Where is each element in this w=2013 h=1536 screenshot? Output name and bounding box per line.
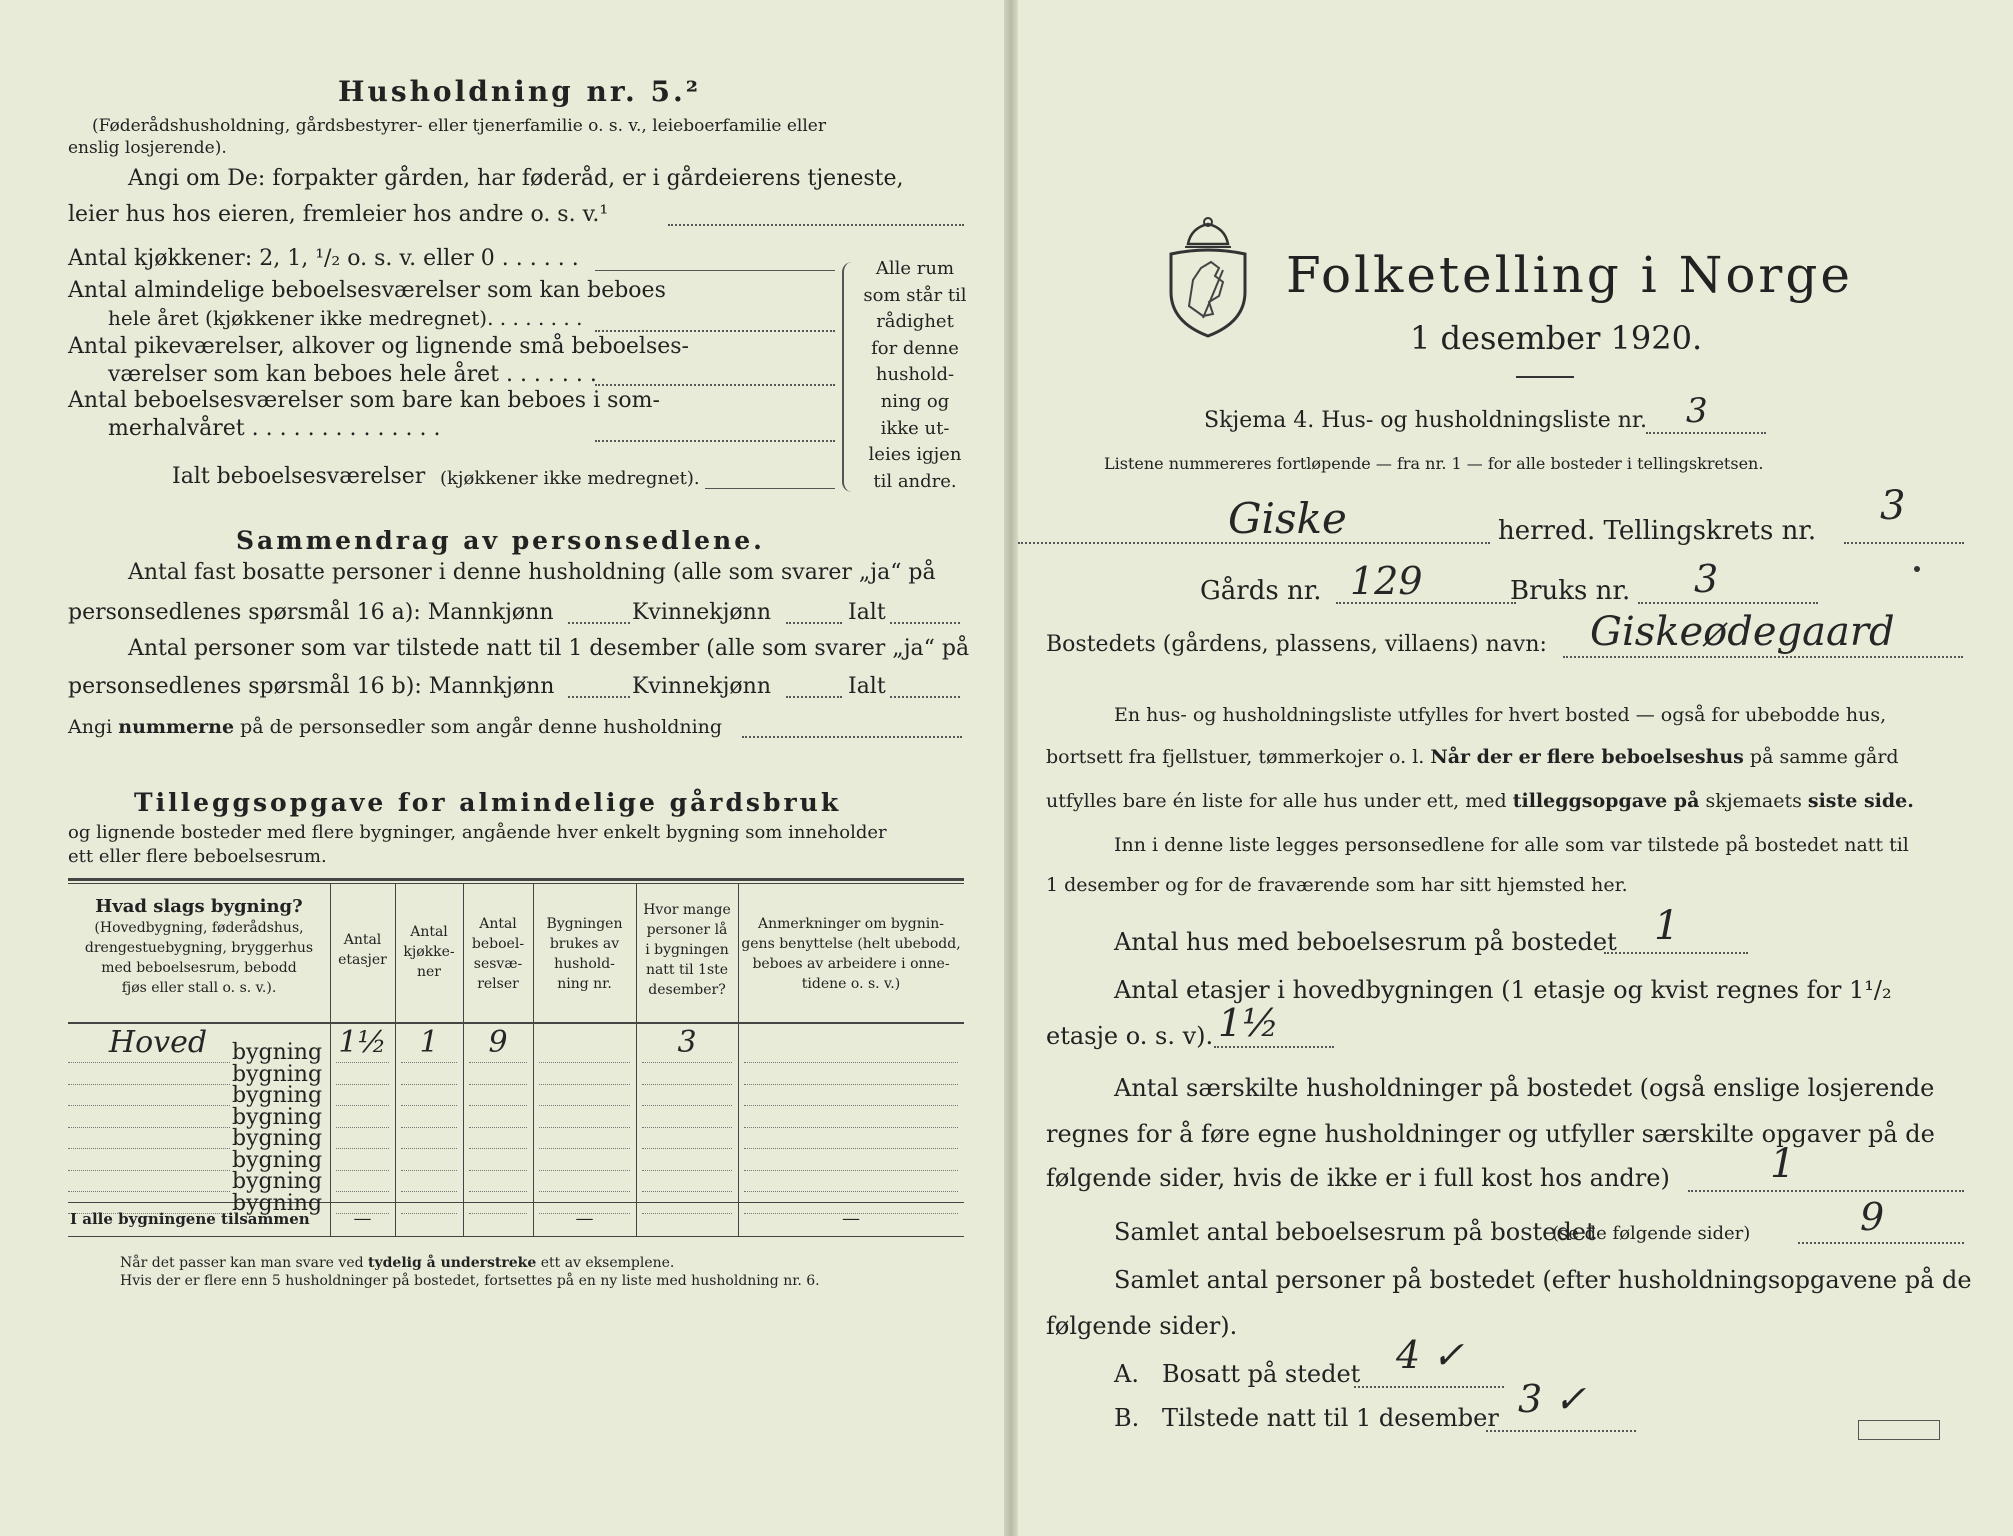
kjokkener-label: Antal kjøkkener: 2, 1, ¹/₂ o. s. v. eller 0 . . . . . . [68,246,579,271]
tilstede-kvinne-line [786,696,842,698]
header-building-type-line: fjøs eller stall o. s. v.). [121,980,277,996]
header-kjokkener-line: kjøkke- [403,944,455,960]
fast-ialt-label: Ialt [848,600,886,625]
side-note-line: ikke ut- [880,417,950,439]
row-kjokkener-value: 1 [419,1025,439,1060]
header-personer-line: desember? [648,982,726,998]
sommer-line-2: merhalvåret . . . . . . . . . . . . . . [108,416,441,441]
husholdning-note-1: (Føderådshusholdning, gårdsbestyrer- eller tjenerfamilie o. s. v., leieboerfamilie eller [92,116,826,136]
header-brukes-av-line: ning nr. [557,976,612,992]
tilstede-ialt-label: Ialt [848,674,886,699]
husholdning-note-2: enslig losjerende). [68,138,227,158]
header-personer [636,900,738,1000]
header-vaerelser-line: Antal [479,916,517,932]
hus-value: 1 [1654,903,1680,949]
header-vaerelser-line: relser [477,976,519,992]
side-note-line: ning og [880,390,950,412]
ialt-note: (kjøkkener ikke medregnet). [440,468,700,489]
page-gutter [1004,0,1018,1536]
para-1g: tilleggsopgave på [1512,790,1700,812]
table-top-rule-2 [68,883,964,884]
side-note [856,256,974,495]
pike-answer-line [595,384,835,386]
header-kjokkener-line: Antal [410,924,448,940]
samlet-pers-line-1: Samlet antal personer på bostedet (efter husholdningsopgavene på de [1114,1266,1972,1294]
husholdning-title: Husholdning nr. 5.² [338,75,702,108]
etasjer-value: 1½ [1218,1001,1280,1045]
angi-line-1: Angi om De: forpakter gården, har føderåd, er i gårdeierens tjeneste, [128,166,904,191]
tilstede-ialt-line [890,696,960,698]
total-etasjer: — [353,1208,372,1229]
herred-label: herred. Tellingskrets nr. [1498,516,1817,546]
bygning-label: bygning [232,1147,323,1173]
bygning-label: bygning [232,1126,323,1151]
header-personer-line: natt til 1ste [645,962,729,978]
saer-answer-line [1688,1190,1964,1192]
header-anmerkninger-line: Anmerkninger om bygnin- [758,916,944,932]
footnote-2: Hvis der er flere enn 5 husholdninger på bostedet, fortsettes på en ny liste med husholdning nr. 6. [120,1273,820,1289]
header-building-type-lines [68,918,330,998]
fast-kvinne-label: Kvinnekjønn [632,600,771,625]
sommer-answer-line [595,440,835,442]
para-1-line-1: En hus- og husholdningsliste utfylles for hvert bosted — også for ubebodde hus, [1114,704,1887,726]
pike-line-1: Antal pikeværelser, alkover og lignende små beboelses- [68,334,689,359]
table-row [68,1050,964,1087]
table-total-rule [68,1202,964,1203]
bosatt-letter: A. [1114,1360,1139,1388]
fast-line-1: Antal fast bosatte personer i denne husholdning (alle som svarer „ja“ på [128,560,936,585]
table-row [68,1179,964,1216]
table-row [68,1157,964,1194]
header-etasjer [330,930,395,970]
hus-label: Antal hus med beboelsesrum på bostedet [1114,928,1617,956]
bosatt-line [1354,1386,1504,1388]
building-table [68,878,964,1238]
fast-mann-line [568,622,630,624]
header-building-type-title: Hvad slags bygning? [95,896,303,917]
header-anmerkninger-line: beboes av arbeidere i onne- [752,956,950,972]
header-brukes-av-line: Bygningen [546,916,623,932]
angi-answer-line [668,224,964,226]
header-kjokkener-line: ner [417,964,441,980]
saer-line-1: Antal særskilte husholdninger på bostedet (også enslige losjerende [1114,1074,1935,1102]
tillegg-title: Tilleggsopgave for almindelige gårdsbruk [134,788,842,817]
ialt-label: Ialt beboelsesværelser [172,464,426,489]
para-1h: skjemaets [1705,790,1802,812]
gards-label: Gårds nr. [1200,576,1322,606]
table-row [68,1136,964,1173]
bygning-label: bygning [232,1104,323,1130]
tilstede-letter: B. [1114,1404,1140,1432]
header-building-type-line: med beboelsesrum, bebodd [101,960,297,976]
form-title: Folketelling i Norge [1286,246,1853,304]
para-1b: bortsett fra fjellstuer, tømmerkojer o. l. [1046,746,1425,768]
fast-kvinne-line [786,622,842,624]
total-bygning: — [575,1208,594,1229]
header-vaerelser-line: sesvæ- [473,956,523,972]
sommer-line-1: Antal beboelsesværelser som bare kan beboes i som- [68,388,660,413]
tilstede-line-2: personsedlenes spørsmål 16 b): Mannkjønn [68,674,555,699]
samlet-pers-line-2: følgende sider). [1046,1312,1238,1340]
ialt-answer-line [705,488,835,489]
total-label: I alle bygningene tilsammen [70,1210,310,1228]
listene-note: Listene nummereres fortløpende — fra nr. 1 — for alle bosteder i tellingskretsen. [1104,454,1764,473]
side-note-line: til andre. [873,470,957,492]
bruks-label: Bruks nr. [1510,576,1631,606]
table-row [68,1093,964,1130]
fast-ialt-line [890,622,960,624]
footnote-1 [120,1256,674,1270]
table-cell-line [401,1213,457,1214]
saer-value: 1 [1770,1141,1796,1187]
tillegg-line-2: ett eller flere beboelsesrum. [68,846,327,867]
bygning-label: bygning [232,1040,323,1065]
table-cell-line [642,1213,732,1214]
tilstede-kvinne-label: Kvinnekjønn [632,674,771,699]
bosted-value: Giskeødegaard [1590,609,1895,655]
para-1e: på samme gård [1749,746,1899,768]
nummerne-line [68,718,722,737]
krets-value: 3 [1880,483,1906,529]
header-kjokkener [395,922,463,982]
saer-line-2: regnes for å føre egne husholdninger og utfyller særskilte opgaver på de [1046,1120,1935,1148]
side-note-line: hushold- [875,364,955,386]
footnote-1b: tydelig å understreke [368,1255,537,1271]
bruks-line [1638,602,1818,604]
nummerne-c: på de personsedler som angår denne husholdning [240,716,723,738]
para-1-line-3 [1046,792,1914,811]
form-date: 1 desember 1920. [1410,319,1703,357]
bygning-label: bygning [232,1061,323,1087]
printer-stamp [1858,1420,1940,1440]
side-note-line: for denne [871,337,959,359]
bosatt-value: 4 ✓ [1396,1333,1465,1377]
tillegg-line-1: og lignende bosteder med flere bygninger, angående hver enkelt bygning som inneholder [68,822,887,843]
header-brukes-av-line: brukes av [549,936,620,952]
header-brukes-av [533,914,636,994]
table-header-rule [68,1022,964,1024]
hus-line [1604,952,1748,954]
table-row [68,1071,964,1108]
header-vaerelser-line: beboel- [471,936,525,952]
bosted-label: Bostedets (gårdens, plassens, villaens) navn: [1046,632,1547,657]
right-page [1018,0,2013,1536]
bygning-label: bygning [232,1190,323,1216]
coat-of-arms-icon [1163,210,1253,340]
header-personer-line: i bygningen [645,942,729,958]
nummerne-answer-line [742,736,962,738]
para-1i: siste side. [1807,790,1914,812]
nummerne-b: nummerne [118,716,235,738]
header-brukes-av-line: hushold- [554,956,615,972]
para-1f: utfylles bare én liste for alle hus under ett, med [1046,790,1507,812]
etasjer-line-2: etasje o. s. v). [1046,1022,1214,1050]
samlet-rum-note: (se de følgende sider) [1552,1223,1751,1244]
footnote-1c: ett av eksemplene. [540,1255,675,1271]
header-vaerelser [463,914,533,994]
header-building-type-line: (Hovedbygning, føderådshus, [94,920,304,936]
tilstede-mann-line [568,696,630,698]
samlet-rum-line [1798,1242,1964,1244]
header-anmerkninger-line: tidene o. s. v.) [801,976,901,992]
total-anmerkninger: — [842,1208,860,1229]
para-2-line-1: Inn i denne liste legges personsedlene for alle som var tilstede på bostedet natt til [1114,834,1909,856]
nummerne-a: Angi [68,716,113,738]
header-etasjer-line: etasjer [338,952,387,968]
para-2-line-2: 1 desember og for de fraværende som har sitt hjemsted her. [1046,874,1628,896]
table-cell-line [469,1213,527,1214]
skjema-label: Skjema 4. Hus- og husholdningsliste nr. [1204,408,1647,433]
para-1c: Når der er [1430,746,1541,768]
row-etasjer-value: 1½ [338,1025,387,1060]
para-1d: flere beboelseshus [1546,746,1744,768]
kjokkener-answer-line [595,270,835,271]
header-anmerkninger [738,914,964,994]
tilstede-value: 3 ✓ [1518,1377,1587,1421]
almindelige-answer-line [595,330,835,332]
samlet-rum-label: Samlet antal beboelsesrum på bostedet [1114,1218,1596,1246]
fast-line-2: personsedlenes spørsmål 16 a): Mannkjønn [68,600,554,625]
pike-line-2: værelser som kan beboes hele året . . . . . . . [108,362,597,387]
bosted-line [1563,656,1963,658]
table-row [68,1114,964,1151]
side-note-line: som står til [863,284,967,306]
header-building-type-line: drengestuebygning, bryggerhus [84,940,314,956]
etasjer-answer-line [1214,1046,1334,1048]
table-bottom-rule [68,1236,964,1237]
bruks-value: 3 [1694,557,1719,601]
almindelige-line-1: Antal almindelige beboelsesværelser som kan beboes [68,278,666,303]
para-1-line-2 [1046,748,1899,767]
footnote-1a: Når det passer kan man svare ved [120,1255,364,1271]
dot-mark [1914,566,1920,572]
side-note-line: rådighet [876,311,954,333]
bygning-label: bygning [232,1169,323,1194]
table-row [68,1025,964,1065]
skjema-nr-value: 3 [1686,391,1708,431]
header-etasjer-line: Antal [343,932,382,948]
angi-line-2: leier hus hos eieren, fremleier hos andre o. s. v.¹ [68,202,609,227]
left-page [0,0,1004,1536]
skjema-nr-line [1646,432,1766,434]
almindelige-line-2: hele året (kjøkkener ikke medregnet). . . . . . . . [108,306,583,330]
krets-line [1844,542,1964,544]
saer-line-3: følgende sider, hvis de ikke er i full kost hos andre) [1046,1164,1670,1192]
table-top-rule [68,878,964,881]
header-personer-line: personer lå [646,922,728,938]
bosatt-label: Bosatt på stedet [1162,1360,1361,1388]
herred-value: Giske [1228,494,1347,543]
sammendrag-title: Sammendrag av personsedlene. [236,526,765,555]
side-note-line: leies igjen [868,444,962,466]
tilstede-label: Tilstede natt til 1 desember [1162,1404,1499,1432]
row-type-value: Hoved [108,1025,208,1060]
row-personer-value: 3 [677,1025,697,1060]
tilstede-line-1: Antal personer som var tilstede natt til 1 desember (alle som svarer „ja“ på [128,636,970,661]
title-rule [1516,376,1574,378]
bygning-label: bygning [232,1083,323,1108]
etasjer-line-1: Antal etasjer i hovedbygningen (1 etasje og kvist regnes for 1¹/₂ [1114,976,1892,1004]
header-building-type [68,896,330,998]
tilstede-line [1486,1430,1636,1432]
gards-value: 129 [1350,559,1423,603]
header-anmerkninger-line: gens benyttelse (helt ubebodd, [741,936,961,952]
row-vaerelser-value: 9 [488,1025,508,1060]
header-personer-line: Hvor mange [643,902,731,918]
side-note-line: Alle rum [875,258,955,279]
samlet-rum-value: 9 [1860,1195,1885,1239]
